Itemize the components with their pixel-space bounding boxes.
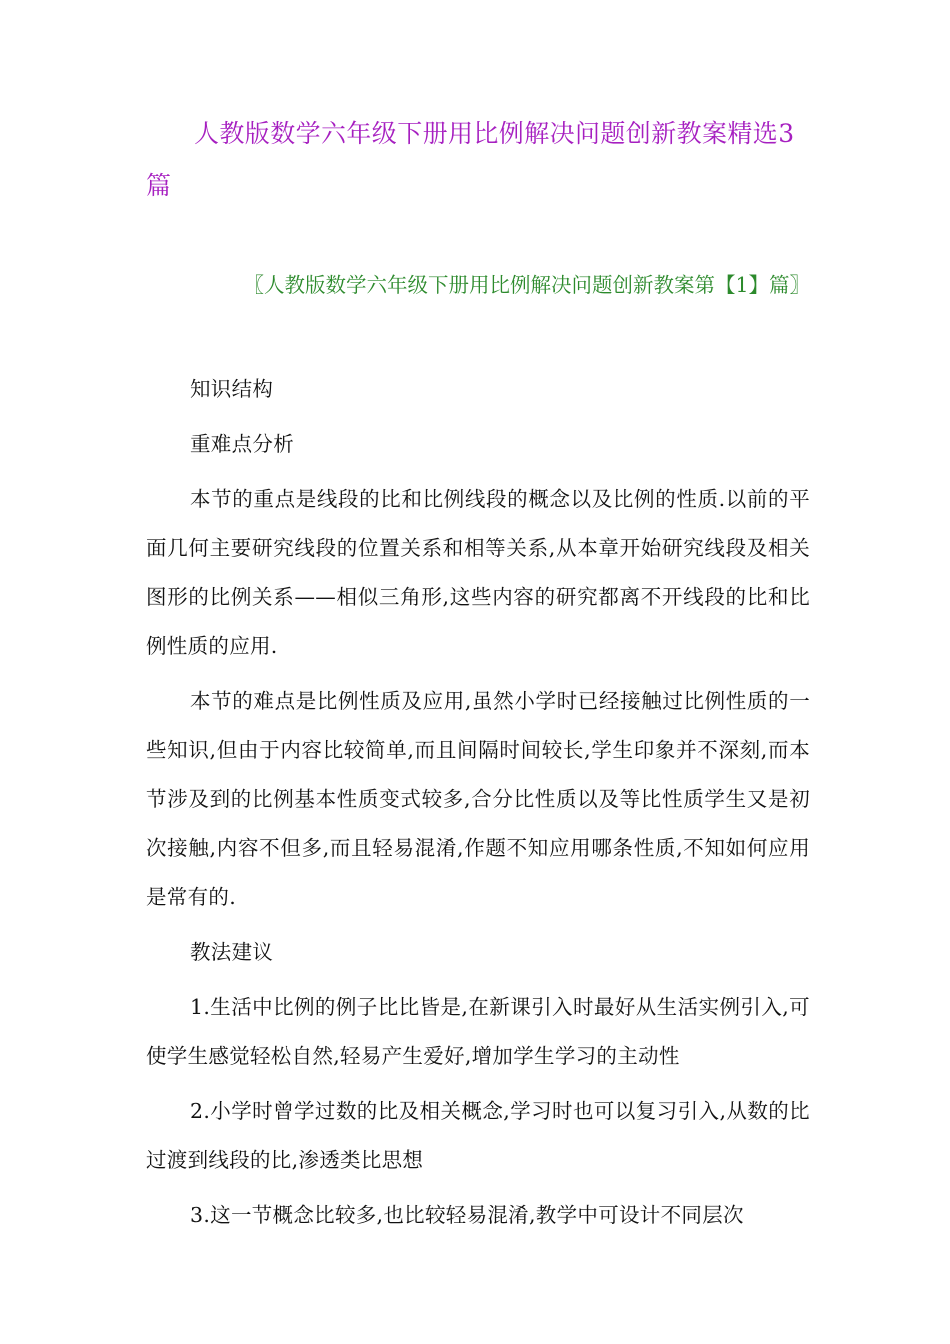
document-body bbox=[146, 365, 810, 1246]
subheading-teaching-suggestions: 教法建议 bbox=[190, 940, 274, 964]
subheading-key-points-analysis: 重难点分析 bbox=[190, 432, 294, 456]
section-heading: 〖人教版数学六年级下册用比例解决问题创新教案第【1】篇〗 bbox=[243, 273, 810, 297]
subheading-knowledge-structure: 知识结构 bbox=[190, 377, 274, 401]
suggestion-item-2: 2.小学时曾学过数的比及相关概念,学习时也可以复习引入,从数的比过渡到线段的比,渗透类比思想 bbox=[146, 1099, 810, 1172]
document-title: 人教版数学六年级下册用比例解决问题创新教案精选3篇 bbox=[146, 119, 795, 200]
paragraph-key-points: 本节的重点是线段的比和比例线段的概念以及比例的性质.以前的平面几何主要研究线段的位置关系和相等关系,从本章开始研究线段及相关图形的比例关系——相似三角形,这些内容的研究都离不开线段的比和比例性质的应用. bbox=[146, 487, 810, 658]
suggestion-item-3: 3.这一节概念比较多,也比较轻易混淆,教学中可设计不同层次 bbox=[190, 1203, 744, 1227]
suggestion-item-1: 1.生活中比例的例子比比皆是,在新课引入时最好从生活实例引入,可使学生感觉轻松自然,轻易产生爱好,增加学生学习的主动性 bbox=[146, 995, 810, 1068]
paragraph-difficult-points: 本节的难点是比例性质及应用,虽然小学时已经接触过比例性质的一些知识,但由于内容比较简单,而且间隔时间较长,学生印象并不深刻,而本节涉及到的比例基本性质变式较多,合分比性质以及等比性质学生又是初次接触,内容不但多,而且轻易混淆,作题不知应用哪条性质,不知如何应用是常有的. bbox=[146, 689, 810, 909]
